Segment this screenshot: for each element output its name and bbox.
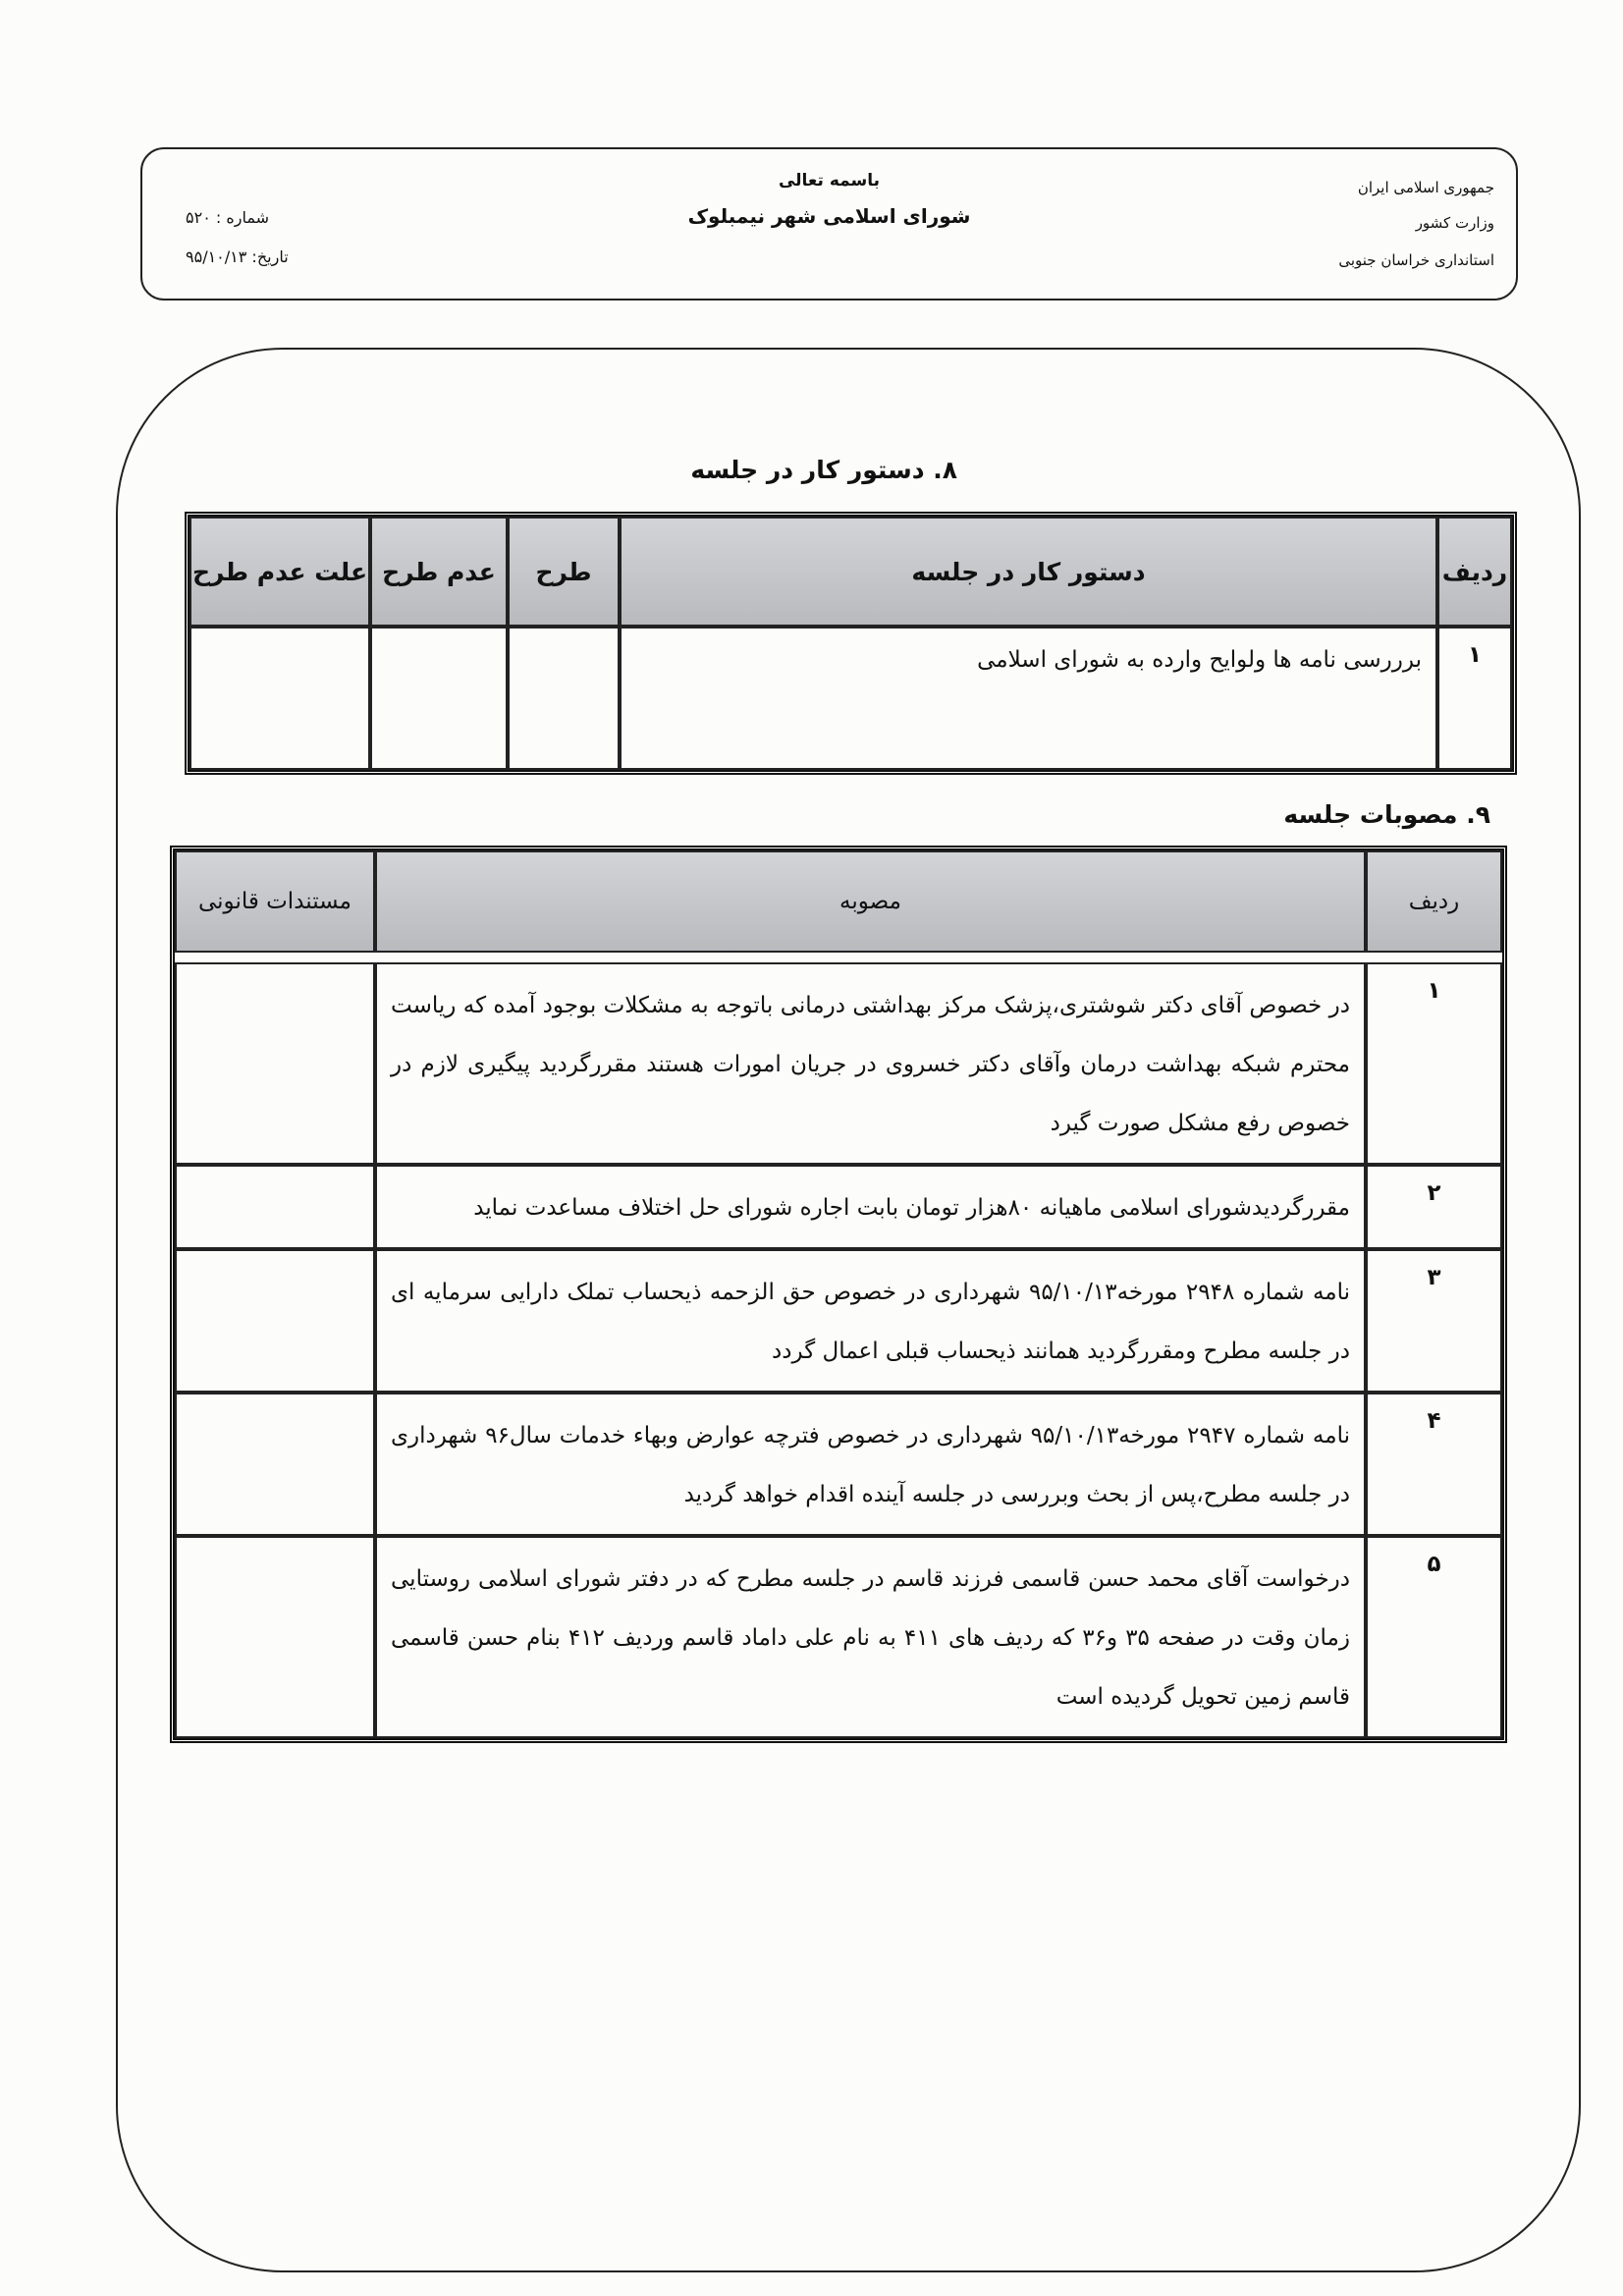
table-row [175,1536,1502,1738]
legal-docs-cell [175,962,375,1165]
col-agenda: دستور کار در جلسه [620,517,1437,627]
row-number: ۵ [1366,1536,1502,1738]
resolutions-table [170,846,1507,1743]
resolutions-header-row [175,850,1502,953]
resolution-text: درخواست آقای محمد حسن قاسمی فرزند قاسم در جلسه مطرح که در دفتر شورای اسلامی روستایی زمان وقت در صفحه ۳۵ و۳۶ که ردیف های ۴۱۱ به نام علی داماد قاسم وردیف ۴۱۲ بنام حسن قاسمی قاسم زمین تحویل گردیده است [375,1536,1366,1738]
col-legal-docs: مستندات قانونی [175,850,375,953]
resolution-text: مقررگردیدشورای اسلامی ماهیانه ۸۰هزار تومان بابت اجاره شورای حل اختلاف مساعدت نماید [375,1165,1366,1249]
table-row [175,1249,1502,1393]
agenda-header-row [189,517,1512,627]
legal-docs-cell [175,1536,375,1738]
legal-docs-cell [175,1249,375,1393]
row-number: ۱ [1437,627,1512,770]
table-row [189,627,1512,770]
section8-title: ۸. دستور کار در جلسه [690,456,957,484]
ellat-cell [189,627,370,770]
table-row [175,1165,1502,1249]
legal-docs-cell [175,1165,375,1249]
adam-tarh-cell [370,627,508,770]
section9-title: ۹. مصوبات جلسه [1283,800,1490,829]
governorate-name: استانداری خراسان جنوبی [1338,251,1494,269]
table-row [175,962,1502,1165]
col-ellat: علت عدم طرح [189,517,370,627]
col-tarh: طرح [508,517,620,627]
row-number: ۱ [1366,962,1502,1165]
ministry-name: وزارت کشور [1415,214,1494,232]
letter-date: تاریخ: ۹۵/۱۰/۱۳ [186,247,289,266]
letterhead [140,147,1518,301]
row-number: ۲ [1366,1165,1502,1249]
invocation: باسمه تعالی [778,171,881,191]
resolution-text: نامه شماره ۲۹۴۷ مورخه۹۵/۱۰/۱۳ شهرداری در خصوص فترچه عوارض وبهاء خدمات سال۹۶ شهرداری در جلسه مطرح،پس از بحث وبررسی در جلسه آینده اقدام خواهد گردید [375,1393,1366,1536]
agenda-text: برررسی نامه ها ولوایح وارده به شورای اسلامی [620,627,1437,770]
table-row [175,1393,1502,1536]
resolution-text: نامه شماره ۲۹۴۸ مورخه۹۵/۱۰/۱۳ شهرداری در خصوص حق الزحمه ذیحساب تملک دارایی سرمایه ای در جلسه مطرح ومقررگردید همانند ذیحساب قبلی اعمال گردد [375,1249,1366,1393]
country-name: جمهوری اسلامی ایران [1357,179,1494,196]
row-number: ۴ [1366,1393,1502,1536]
council-name: شورای اسلامی شهر نیمبلوک [687,204,971,228]
legal-docs-cell [175,1393,375,1536]
col-adam-tarh: عدم طرح [370,517,508,627]
col-resolution: مصوبه [375,850,1366,953]
letter-number: شماره : ۵۲۰ [186,208,269,227]
row-number: ۳ [1366,1249,1502,1393]
agenda-table [185,512,1517,775]
tarh-cell [508,627,620,770]
col-radif: ردیف [1366,850,1502,953]
resolution-text: در خصوص آقای دکتر شوشتری،پزشک مرکز بهداشتی درمانی باتوجه به مشکلات بوجود آمده که ریاست محترم شبکه بهداشت درمان وآقای دکتر خسروی در جریان امورات هستند مقررگردید پیگیری لازم در خصوص رفع مشکل صورت گیرد [375,962,1366,1165]
col-radif: ردیف [1437,517,1512,627]
